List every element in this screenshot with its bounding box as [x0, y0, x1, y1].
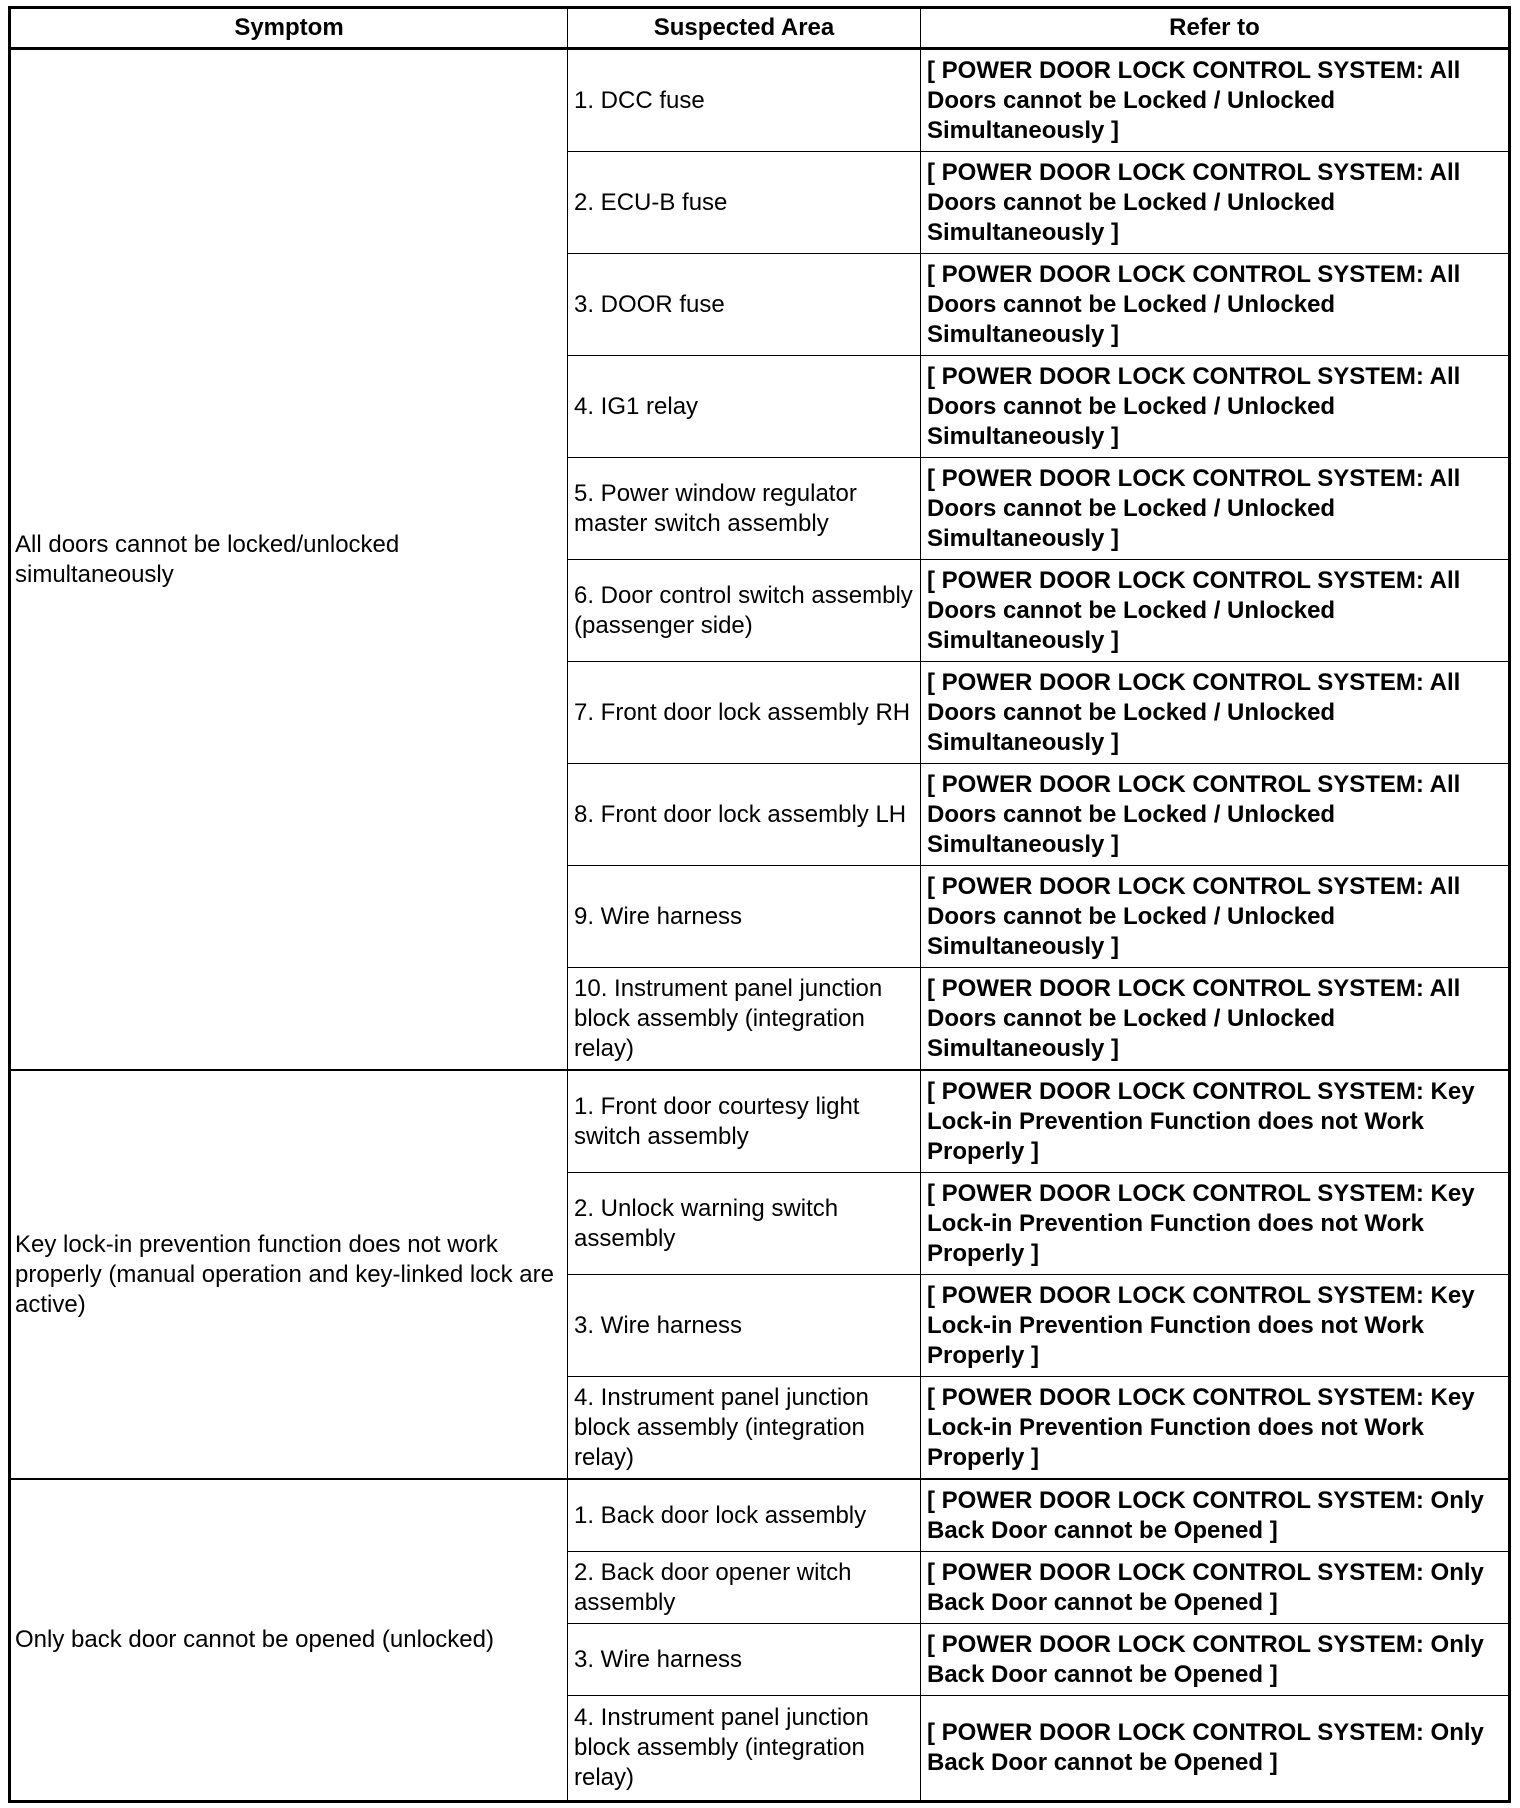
refer-to-link[interactable]: [ POWER DOOR LOCK CONTROL SYSTEM: Key Lock-in Prevention Function does not Work Properly ]: [921, 1275, 1510, 1377]
refer-to-link[interactable]: [ POWER DOOR LOCK CONTROL SYSTEM: Only Back Door cannot be Opened ]: [921, 1479, 1510, 1552]
symptom-cell: All doors cannot be locked/unlocked simultaneously: [10, 49, 568, 1071]
suspected-area-cell: 1. Back door lock assembly: [568, 1479, 921, 1552]
suspected-area-cell: 6. Door control switch assembly (passenger side): [568, 560, 921, 662]
suspected-area-cell: 1. Front door courtesy light switch assembly: [568, 1070, 921, 1173]
symptom-group-back-door: [10, 1479, 1510, 1802]
refer-to-link[interactable]: [ POWER DOOR LOCK CONTROL SYSTEM: All Doors cannot be Locked / Unlocked Simultaneously ]: [921, 152, 1510, 254]
refer-to-link[interactable]: [ POWER DOOR LOCK CONTROL SYSTEM: All Doors cannot be Locked / Unlocked Simultaneously ]: [921, 356, 1510, 458]
refer-to-link[interactable]: [ POWER DOOR LOCK CONTROL SYSTEM: Only Back Door cannot be Opened ]: [921, 1552, 1510, 1624]
suspected-area-cell: 2. Back door opener witch assembly: [568, 1552, 921, 1624]
suspected-area-cell: 2. Unlock warning switch assembly: [568, 1173, 921, 1275]
refer-to-link[interactable]: [ POWER DOOR LOCK CONTROL SYSTEM: All Doors cannot be Locked / Unlocked Simultaneously ]: [921, 254, 1510, 356]
refer-to-link[interactable]: [ POWER DOOR LOCK CONTROL SYSTEM: All Doors cannot be Locked / Unlocked Simultaneously ]: [921, 560, 1510, 662]
symptom-cell: Only back door cannot be opened (unlocked): [10, 1479, 568, 1802]
symptom-cell: Key lock-in prevention function does not work properly (manual operation and key-linked lock are active): [10, 1070, 568, 1479]
suspected-area-cell: 4. IG1 relay: [568, 356, 921, 458]
suspected-area-cell: 9. Wire harness: [568, 866, 921, 968]
symptom-group-all-doors: [10, 49, 1510, 1071]
table-row: [10, 1070, 1510, 1173]
suspected-area-cell: 1. DCC fuse: [568, 49, 921, 152]
header-symptom: Symptom: [10, 8, 568, 49]
suspected-area-cell: 4. Instrument panel junction block assembly (integration relay): [568, 1696, 921, 1802]
suspected-area-cell: 3. Wire harness: [568, 1624, 921, 1696]
suspected-area-cell: 8. Front door lock assembly LH: [568, 764, 921, 866]
header-suspected-area: Suspected Area: [568, 8, 921, 49]
refer-to-link[interactable]: [ POWER DOOR LOCK CONTROL SYSTEM: Only Back Door cannot be Opened ]: [921, 1624, 1510, 1696]
refer-to-link[interactable]: [ POWER DOOR LOCK CONTROL SYSTEM: All Doors cannot be Locked / Unlocked Simultaneously ]: [921, 458, 1510, 560]
suspected-area-cell: 7. Front door lock assembly RH: [568, 662, 921, 764]
header-row: [10, 8, 1510, 49]
refer-to-link[interactable]: [ POWER DOOR LOCK CONTROL SYSTEM: All Doors cannot be Locked / Unlocked Simultaneously ]: [921, 662, 1510, 764]
refer-to-link[interactable]: [ POWER DOOR LOCK CONTROL SYSTEM: All Doors cannot be Locked / Unlocked Simultaneously ]: [921, 968, 1510, 1071]
refer-to-link[interactable]: [ POWER DOOR LOCK CONTROL SYSTEM: Only Back Door cannot be Opened ]: [921, 1696, 1510, 1802]
header-refer-to: Refer to: [921, 8, 1510, 49]
symptom-group-key-lock-in: [10, 1070, 1510, 1479]
suspected-area-cell: 5. Power window regulator master switch assembly: [568, 458, 921, 560]
refer-to-link[interactable]: [ POWER DOOR LOCK CONTROL SYSTEM: Key Lock-in Prevention Function does not Work Properly ]: [921, 1173, 1510, 1275]
refer-to-link[interactable]: [ POWER DOOR LOCK CONTROL SYSTEM: Key Lock-in Prevention Function does not Work Properly ]: [921, 1070, 1510, 1173]
refer-to-link[interactable]: [ POWER DOOR LOCK CONTROL SYSTEM: All Doors cannot be Locked / Unlocked Simultaneously ]: [921, 764, 1510, 866]
suspected-area-cell: 2. ECU-B fuse: [568, 152, 921, 254]
suspected-area-cell: 3. Wire harness: [568, 1275, 921, 1377]
table-row: [10, 49, 1510, 152]
refer-to-link[interactable]: [ POWER DOOR LOCK CONTROL SYSTEM: Key Lock-in Prevention Function does not Work Properly ]: [921, 1377, 1510, 1480]
suspected-area-cell: 4. Instrument panel junction block assembly (integration relay): [568, 1377, 921, 1480]
refer-to-link[interactable]: [ POWER DOOR LOCK CONTROL SYSTEM: All Doors cannot be Locked / Unlocked Simultaneously ]: [921, 866, 1510, 968]
refer-to-link[interactable]: [ POWER DOOR LOCK CONTROL SYSTEM: All Doors cannot be Locked / Unlocked Simultaneously ]: [921, 49, 1510, 152]
table-row: [10, 1479, 1510, 1552]
suspected-area-cell: 3. DOOR fuse: [568, 254, 921, 356]
suspected-area-cell: 10. Instrument panel junction block assembly (integration relay): [568, 968, 921, 1071]
troubleshooting-table: [8, 6, 1511, 1803]
